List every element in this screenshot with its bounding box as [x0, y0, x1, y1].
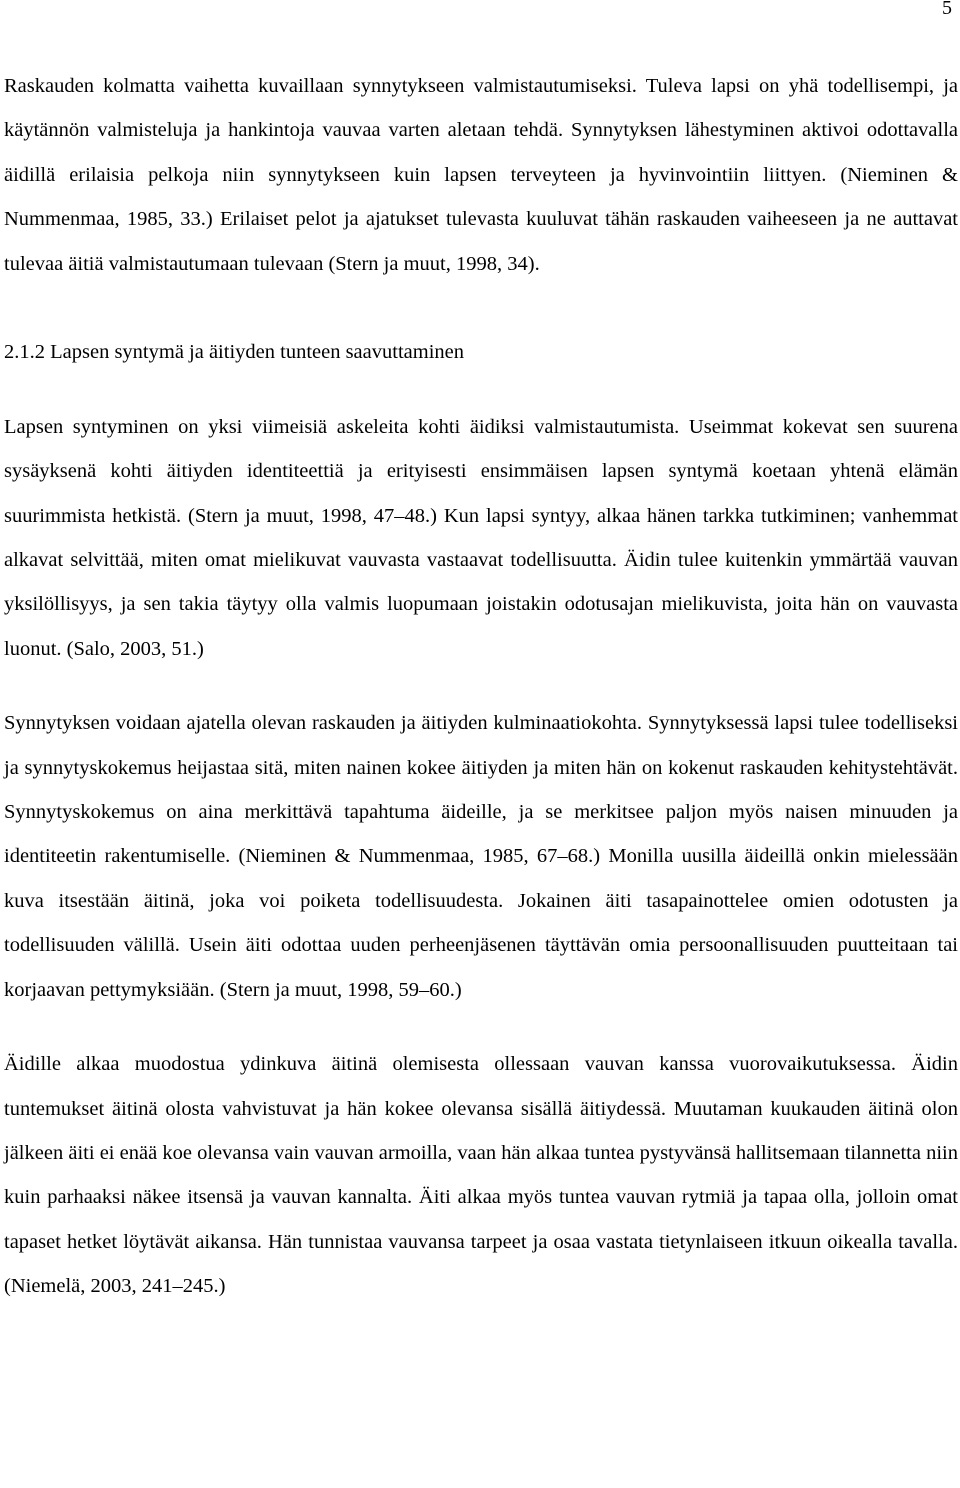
body-paragraph-1: Lapsen syntyminen on yksi viimeisiä askeleita kohti äidiksi valmistautumista. Useimmat kokevat sen suurena sysäyksenä kohti äitiyden identiteettiä ja erityisesti ensimmäisen lapsen syntymä koetaan yhtenä elämän suurimmista hetkistä. (Stern ja muut, 1998, 47–48.) Kun lapsi syntyy, alkaa hänen tarkka tutkiminen; vanhemmat alkavat selvittää, miten omat mielikuvat vauvasta vastaavat todellisuutta. Äidin tulee kuitenkin ymmärtää vauvan yksilöllisyys, ja sen takia täytyy olla valmis luopumaan joistakin odotusajan mielikuvista, joita hän on vauvasta luonut. (Salo, 2003, 51.) [4, 415, 958, 660]
page-number: 5 [942, 0, 952, 19]
intro-paragraph: Raskauden kolmatta vaihetta kuvaillaan synnytykseen valmistautumiseksi. Tuleva lapsi on yhä todellisempi, ja käytännön valmisteluja ja hankintoja vauvaa varten aletaan tehdä. Synnytyksen lähestyminen aktivoi odottavalla äidillä erilaisia pelkoja niin synnytykseen kuin lapsen terveyteen ja hyvinvointiin liittyen. (Nieminen & Nummenmaa, 1985, 33.) Erilaiset pelot ja ajatukset tulevasta kuuluvat tähän raskauden vaiheeseen ja ne auttavat tulevaa äitiä valmistautumaan tulevaan (Stern ja muut, 1998, 34). [4, 75, 958, 275]
body-paragraph-3: Äidille alkaa muodostua ydinkuva äitinä olemisesta ollessaan vauvan kanssa vuorovaikutuksessa. Äidin tuntemukset äitinä olosta vahvistuvat ja hän kokee olevansa sisällä äitiydessä. Muutaman kuukauden äitinä olon jälkeen äiti ei enää koe olevansa vain vauvan armoilla, vaan hän alkaa tuntea pystyvänsä hallitsemaan tilannetta niin kuin parhaaksi näkee itsensä ja vauvan kannalta. Äiti alkaa myös tuntea vauvan rytmiä ja tapaa olla, jolloin omat tapaset hetket löytävät aikansa. Hän tunnistaa vauvansa tarpeet ja osaa vastata tietynlaiseen itkuun oikealla tavalla. (Niemelä, 2003, 241–245.) [4, 1053, 958, 1298]
document-body [4, 64, 958, 1309]
spacer [4, 375, 958, 405]
spacer [4, 286, 958, 330]
spacer [4, 1012, 958, 1042]
spacer [4, 671, 958, 701]
section-heading: 2.1.2 Lapsen syntymä ja äitiyden tunteen saavuttaminen [4, 341, 464, 364]
body-paragraph-2: Synnytyksen voidaan ajatella olevan raskauden ja äitiyden kulminaatiokohta. Synnytyksessä lapsi tulee todelliseksi ja synnytyskokemus heijastaa sitä, miten nainen kokee äitiyden ja miten hän on kokenut raskauden kehitystehtävät. Synnytyskokemus on aina merkittävä tapahtuma äideille, ja se merkitsee paljon myös naisen minuuden ja identiteetin rakentumiselle. (Nieminen & Nummenmaa, 1985, 67–68.) Monilla uusilla äideillä onkin mielessään kuva itsestään äitinä, joka voi poiketa todellisuudesta. Jokainen äiti tasapainottelee omien odotusten ja todellisuuden välillä. Usein äiti odottaa uuden perheenjäsenen täyttävän omia persoonallisuuden puutteitaan tai korjaavan pettymyksiään. (Stern ja muut, 1998, 59–60.) [4, 712, 958, 1001]
